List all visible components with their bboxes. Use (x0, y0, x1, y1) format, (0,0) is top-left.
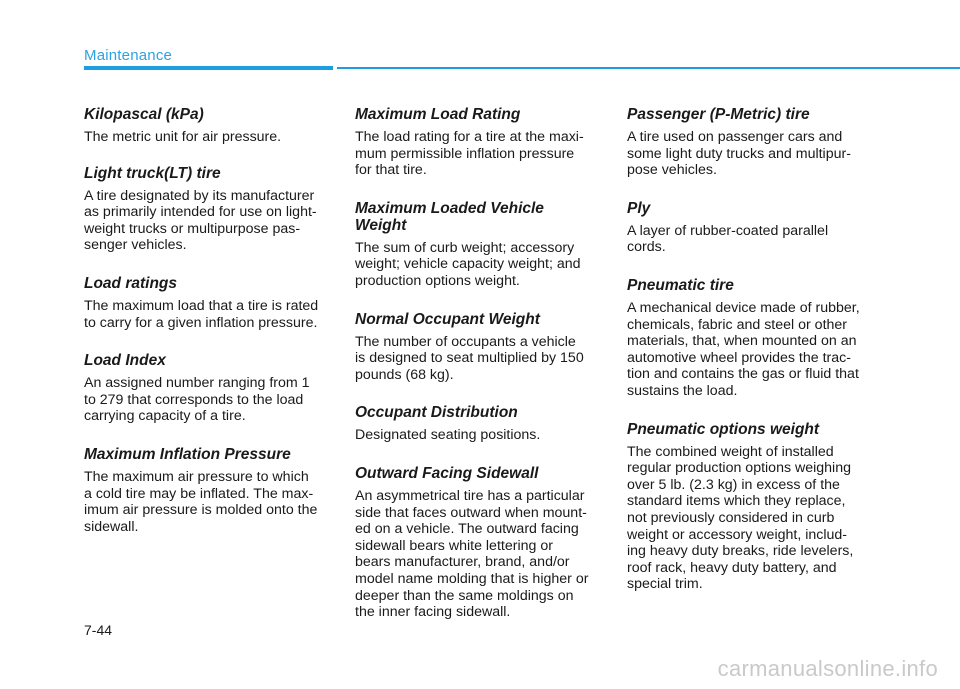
column-1 (84, 106, 334, 535)
glossary-term: Load Index (84, 352, 166, 370)
glossary-term: Normal Occupant Weight (355, 310, 540, 328)
glossary-definition: A tire designated by its manufacturer as primarily intended for use on light- weight trucks or multipurpose pas- senger vehicles. (84, 187, 317, 254)
glossary-definition: The sum of curb weight; accessory weight; vehicle capacity weight; and production options weight. (355, 239, 581, 289)
glossary-definition: The load rating for a tire at the maxi- mum permissible inflation pressure for that tire. (355, 129, 584, 179)
glossary-entry (355, 404, 605, 444)
glossary-term: Light truck(LT) tire (84, 164, 221, 182)
glossary-entry (84, 106, 334, 146)
glossary-definition: A layer of rubber-coated parallel cords. (627, 222, 829, 256)
glossary-term: Maximum Load Rating (355, 106, 521, 123)
glossary-term: Pneumatic tire (627, 276, 734, 294)
glossary-entry (355, 106, 605, 179)
glossary-term: Maximum Loaded Vehicle Weight (355, 199, 544, 234)
column-2 (355, 106, 605, 621)
glossary-definition: An assigned number ranging from 1 to 279 that corresponds to the load carrying capacity of a tire. (84, 375, 310, 425)
glossary-term: Ply (627, 199, 651, 217)
glossary-definition: The number of occupants a vehicle is designed to seat multiplied by 150 pounds (68 kg). (355, 333, 584, 383)
glossary-definition: The maximum load that a tire is rated to carry for a given inflation pressure. (84, 297, 319, 331)
glossary-entry (627, 200, 877, 256)
glossary-definition: An asymmetrical tire has a particular side that faces outward when mount- ed on a vehicle. The outward facing sidewall bears white lettering or bears manufacturer, brand, and/or model name molding that is higher or deeper than the same moldings on the inner facing sidewall. (355, 487, 589, 621)
glossary-entry (355, 200, 605, 290)
glossary-definition: A mechanical device made of rubber, chemicals, fabric and steel or other materials, that, when mounted on an automotive wheel provides the trac- tion and contains the gas or fluid that sustains the load. (627, 299, 860, 399)
glossary-entry (355, 311, 605, 384)
header-rule-thin (337, 67, 960, 69)
column-3 (627, 106, 877, 593)
glossary-entry (355, 465, 605, 621)
glossary-definition: The combined weight of installed regular production options weighing over 5 lb. (2.3 kg) in excess of the standard items which they replace, not previously considered in curb weight or accessory weight, includ- ing heavy duty breaks, ride levelers, roof rack, heavy duty battery, and special trim. (627, 443, 854, 593)
glossary-definition: Designated seating positions. (355, 427, 541, 444)
glossary-entry (84, 165, 334, 254)
glossary-entry (627, 277, 877, 400)
watermark: carmanualsonline.info (717, 656, 938, 681)
glossary-definition: The metric unit for air pressure. (84, 129, 282, 145)
glossary-definition: A tire used on passenger cars and some light duty trucks and multipur- pose vehicles. (627, 129, 851, 179)
glossary-definition: The maximum air pressure to which a cold tire may be inflated. The max- imum air pressure is molded onto the sidewall. (84, 468, 318, 535)
glossary-entry (84, 446, 334, 535)
glossary-term: Passenger (P-Metric) tire (627, 106, 810, 123)
header-rule-thick (84, 66, 333, 70)
glossary-entry (84, 352, 334, 425)
glossary-entry (627, 106, 877, 179)
glossary-entry (84, 275, 334, 331)
glossary-term: Occupant Distribution (355, 404, 518, 422)
section-title: Maintenance (84, 47, 173, 64)
glossary-term: Kilopascal (kPa) (84, 106, 204, 123)
glossary-term: Load ratings (84, 274, 178, 292)
glossary-term: Outward Facing Sidewall (355, 464, 539, 482)
glossary-entry (627, 421, 877, 593)
glossary-term: Pneumatic options weight (627, 420, 820, 438)
page-number: 7-44 (84, 622, 113, 638)
glossary-term: Maximum Inflation Pressure (84, 445, 291, 463)
